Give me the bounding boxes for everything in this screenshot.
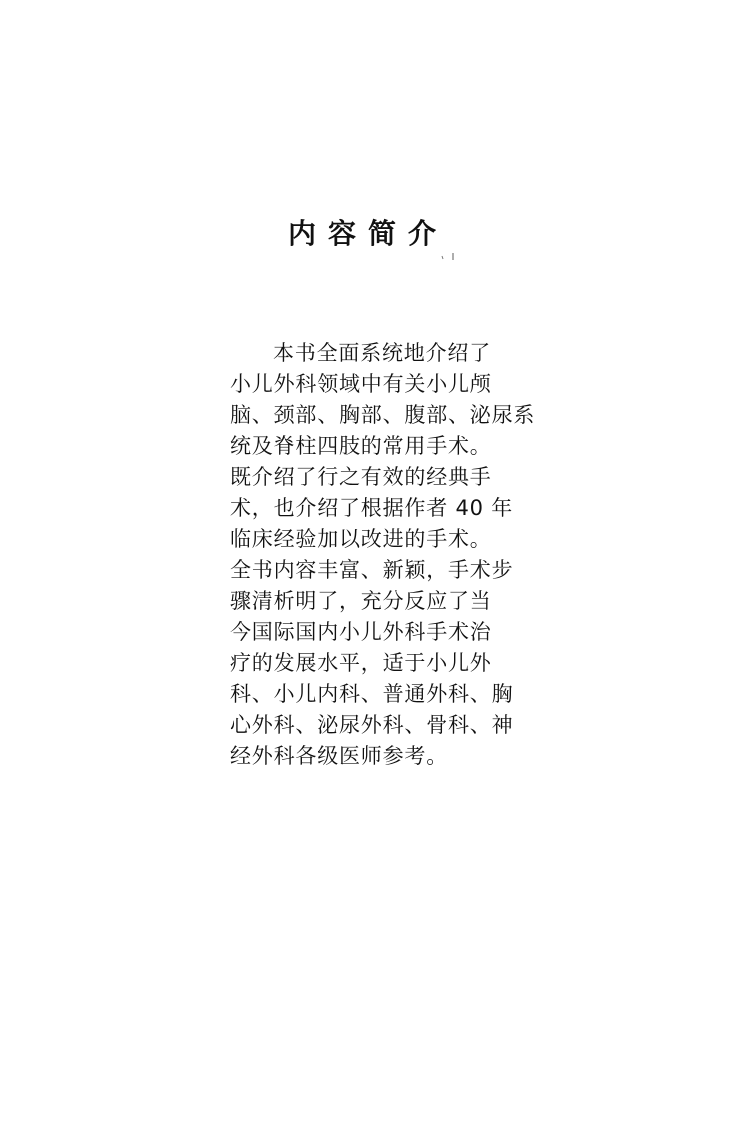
intro-line-13: 心外科、泌尿外科、骨科、神 <box>230 713 514 737</box>
intro-line-7: 临床经验加以改进的手术。 <box>230 527 492 551</box>
book-introduction <box>230 338 536 772</box>
intro-line-3: 脑、颈部、胸部、腹部、泌尿系 <box>230 403 536 427</box>
intro-line-14: 经外科各级医师参考。 <box>230 744 448 768</box>
scan-marks <box>437 250 461 264</box>
intro-line-5: 既介绍了行之有效的经典手 <box>230 465 492 489</box>
intro-line-6: 术，也介绍了根据作者 40 年 <box>230 496 514 520</box>
intro-line-1: 本书全面系统地介绍了 <box>273 341 491 365</box>
intro-line-8: 全书内容丰富、新颖，手术步 <box>230 558 514 582</box>
intro-line-11: 疗的发展水平，适于小儿外 <box>230 651 492 675</box>
page-title: 内容简介 <box>288 217 449 250</box>
intro-line-2: 小儿外科领域中有关小儿颅 <box>230 372 492 396</box>
intro-line-10: 今国际国内小儿外科手术治 <box>230 620 492 644</box>
intro-line-12: 科、小儿内科、普通外科、胸 <box>230 682 514 706</box>
intro-line-4: 统及脊柱四肢的常用手术。 <box>230 434 492 458</box>
intro-line-9: 骤清析明了，充分反应了当 <box>230 589 492 613</box>
